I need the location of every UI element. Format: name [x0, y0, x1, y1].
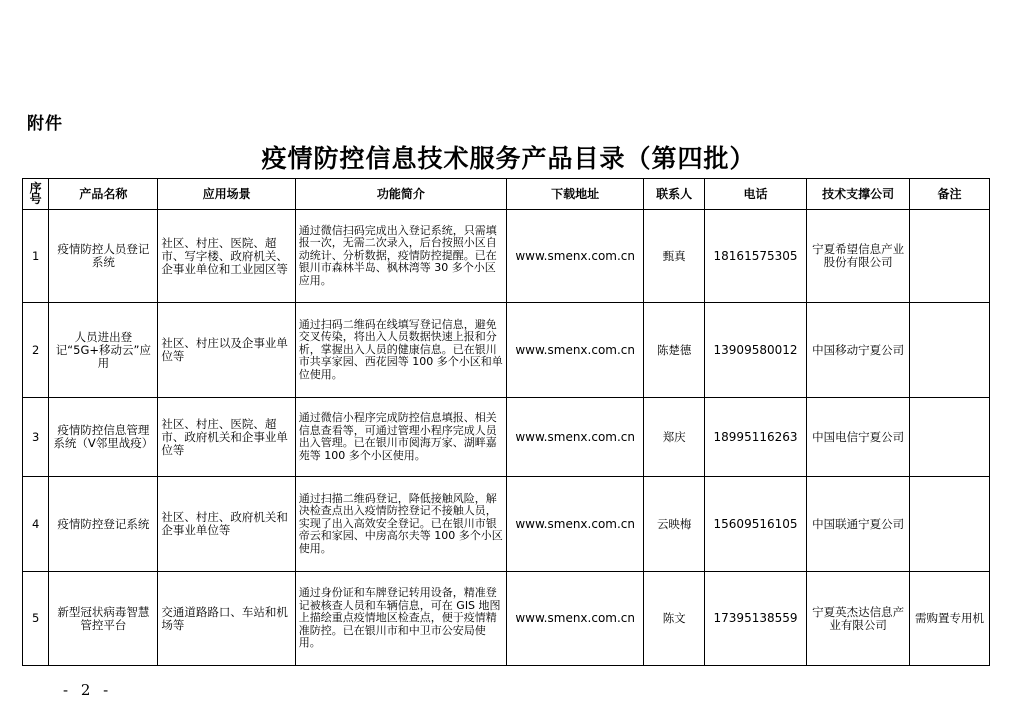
cell-phone: 15609516105	[705, 477, 807, 572]
cell-company: 宁夏英杰达信息产业有限公司	[807, 572, 910, 666]
table-row	[23, 477, 990, 572]
table-row	[23, 398, 990, 477]
cell-company: 中国电信宁夏公司	[807, 398, 910, 477]
attachment-label: 附件	[27, 114, 63, 134]
cell-product: 疫情防控信息管理系统（V邻里战疫）	[49, 398, 158, 477]
cell-remark	[910, 398, 990, 477]
cell-scenario: 社区、村庄、医院、超市、写字楼、政府机关、企事业单位和工业园区等	[158, 210, 295, 303]
cell-function: 通过身份证和车牌登记转用设备，精准登记被核查人员和车辆信息，可在 GIS 地图上描绘重点疫情地区检查点，便于疫情精准防控。已在银川市和中卫市公安局使用。	[295, 572, 506, 666]
cell-product: 人员进出登记“5G+移动云”应用	[49, 303, 158, 398]
cell-seq: 5	[23, 572, 49, 666]
table-header-row	[23, 179, 990, 210]
cell-phone: 18161575305	[705, 210, 807, 303]
cell-seq: 2	[23, 303, 49, 398]
cell-scenario: 交通道路路口、车站和机场等	[158, 572, 295, 666]
cell-phone: 17395138559	[705, 572, 807, 666]
cell-remark: 需购置专用机	[910, 572, 990, 666]
cell-contact: 陈楚德	[644, 303, 705, 398]
cell-phone: 18995116263	[705, 398, 807, 477]
product-catalog-table	[22, 178, 990, 666]
header-product: 产品名称	[49, 179, 158, 210]
cell-remark	[910, 477, 990, 572]
cell-download-link[interactable]: www.smenx.com.cn	[506, 572, 643, 666]
cell-remark	[910, 210, 990, 303]
cell-download-link[interactable]: www.smenx.com.cn	[506, 398, 643, 477]
page-number: - 2 -	[63, 681, 113, 699]
cell-product: 疫情防控登记系统	[49, 477, 158, 572]
table-row	[23, 572, 990, 666]
header-scenario: 应用场景	[158, 179, 295, 210]
cell-scenario: 社区、村庄、政府机关和企事业单位等	[158, 477, 295, 572]
document-title: 疫情防控信息技术服务产品目录（第四批）	[261, 144, 756, 173]
cell-seq: 4	[23, 477, 49, 572]
header-remark: 备注	[910, 179, 990, 210]
cell-contact: 甄真	[644, 210, 705, 303]
cell-phone: 13909580012	[705, 303, 807, 398]
cell-download-link[interactable]: www.smenx.com.cn	[506, 210, 643, 303]
cell-product: 新型冠状病毒智慧管控平台	[49, 572, 158, 666]
cell-product: 疫情防控人员登记系统	[49, 210, 158, 303]
header-contact: 联系人	[644, 179, 705, 210]
table-row	[23, 210, 990, 303]
cell-seq: 1	[23, 210, 49, 303]
header-phone: 电话	[705, 179, 807, 210]
cell-contact: 郑庆	[644, 398, 705, 477]
cell-company: 宁夏希望信息产业股份有限公司	[807, 210, 910, 303]
header-function: 功能简介	[295, 179, 506, 210]
cell-function: 通过微信小程序完成防控信息填报、相关信息查看等，可通过管理小程序完成人员出入管理。已在银川市阅海万家、湖畔嘉苑等 100 多个小区使用。	[295, 398, 506, 477]
cell-scenario: 社区、村庄以及企事业单位等	[158, 303, 295, 398]
header-download: 下载地址	[506, 179, 643, 210]
cell-contact: 陈文	[644, 572, 705, 666]
cell-function: 通过微信扫码完成出入登记系统，只需填报一次，无需二次录入，后台按照小区自动统计、分析数据，疫情防控提醒。已在银川市森林半岛、枫林湾等 30 多个小区应用。	[295, 210, 506, 303]
header-company: 技术支撑公司	[807, 179, 910, 210]
cell-seq: 3	[23, 398, 49, 477]
cell-function: 通过扫描二维码登记，降低接触风险，解决检查点出入疫情防控登记不接触人员，实现了出入高效安全登记。已在银川市银帝云和家园、中房高尔夫等 100 多个小区使用。	[295, 477, 506, 572]
cell-function: 通过扫码二维码在线填写登记信息，避免交叉传染，将出入人员数据快速上报和分析，掌握出入人员的健康信息。已在银川市共享家园、西花园等 100 多个小区和单位使用。	[295, 303, 506, 398]
cell-download-link[interactable]: www.smenx.com.cn	[506, 477, 643, 572]
cell-remark	[910, 303, 990, 398]
header-seq: 序号	[23, 179, 49, 210]
cell-company: 中国联通宁夏公司	[807, 477, 910, 572]
cell-company: 中国移动宁夏公司	[807, 303, 910, 398]
cell-download-link[interactable]: www.smenx.com.cn	[506, 303, 643, 398]
cell-contact: 云映梅	[644, 477, 705, 572]
cell-scenario: 社区、村庄、医院、超市、政府机关和企事业单位等	[158, 398, 295, 477]
table-row	[23, 303, 990, 398]
